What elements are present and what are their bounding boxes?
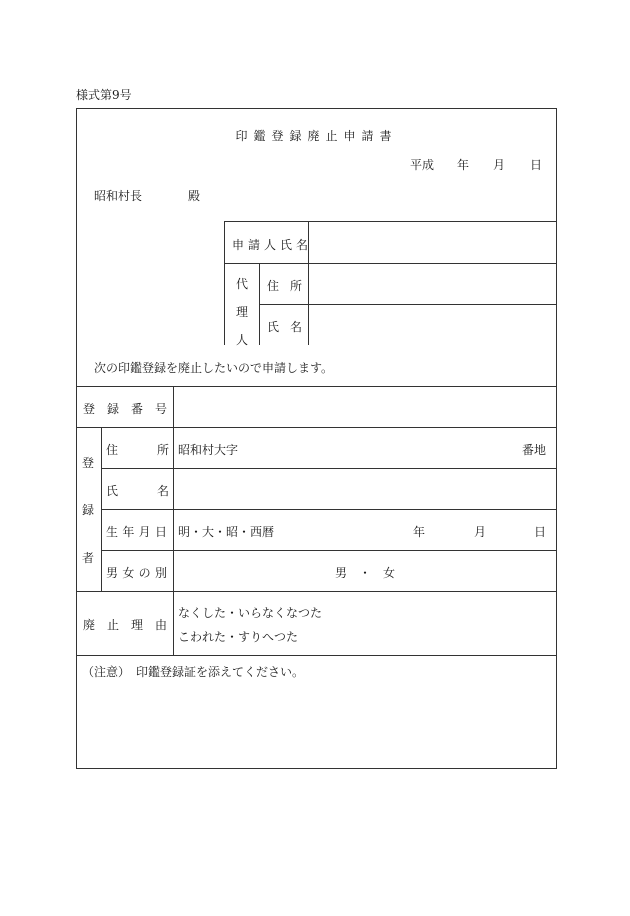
note: （注意） 印鑑登録証を添えてください。 — [82, 665, 305, 679]
registrant-label-3: 者 — [82, 551, 95, 565]
agent-address-label-2: 所 — [290, 279, 303, 293]
registrant-address-label-2: 所 — [157, 443, 170, 457]
registrant-sex-label: 男女の別 — [106, 566, 167, 580]
registrant-name-label-1: 氏 — [106, 484, 119, 498]
applicant-name-label: 申請人氏名 — [232, 238, 313, 252]
agent-address-label-1: 住 — [267, 279, 280, 293]
registrant-birth-year: 年 — [413, 525, 426, 539]
addressee-honorific: 殿 — [188, 189, 201, 203]
reason-label: 廃止理由 — [83, 618, 167, 632]
date-year: 年 — [457, 158, 470, 172]
registrant-label-2: 録 — [82, 503, 95, 517]
date-era: 平成 — [410, 158, 435, 172]
request-statement: 次の印鑑登録を廃止したいので申請します。 — [94, 361, 334, 375]
registrant-label-1: 登 — [82, 456, 95, 470]
date-day: 日 — [530, 158, 543, 172]
form-number: 様式第9号 — [76, 88, 132, 102]
reason-line-1: なくした・いらなくなつた — [178, 606, 323, 620]
agent-name-label-1: 氏 — [267, 320, 280, 334]
registrant-birth-month: 月 — [474, 525, 487, 539]
registrant-birth-eras: 明・大・昭・西暦 — [178, 525, 275, 539]
agent-name-label-2: 名 — [290, 320, 303, 334]
application-form — [76, 108, 557, 769]
registrant-birthdate-label: 生年月日 — [106, 525, 167, 539]
registrant-sex-options: 男 ・ 女 — [334, 566, 395, 580]
registration-number-label: 登録番号 — [83, 402, 167, 416]
addressee-name: 昭和村長 — [94, 189, 143, 203]
registrant-address-label-1: 住 — [106, 443, 119, 457]
registrant-name-label-2: 名 — [157, 484, 170, 498]
registrant-address-suffix: 番地 — [522, 443, 547, 457]
form-title: 印鑑登録廃止申請書 — [235, 129, 398, 143]
reason-line-2: こわれた・すりへつた — [178, 630, 299, 644]
registrant-address-prefix: 昭和村大字 — [178, 443, 239, 457]
registrant-birth-day: 日 — [534, 525, 547, 539]
agent-label: 代 理 人 — [235, 277, 248, 347]
date-month: 月 — [493, 158, 506, 172]
